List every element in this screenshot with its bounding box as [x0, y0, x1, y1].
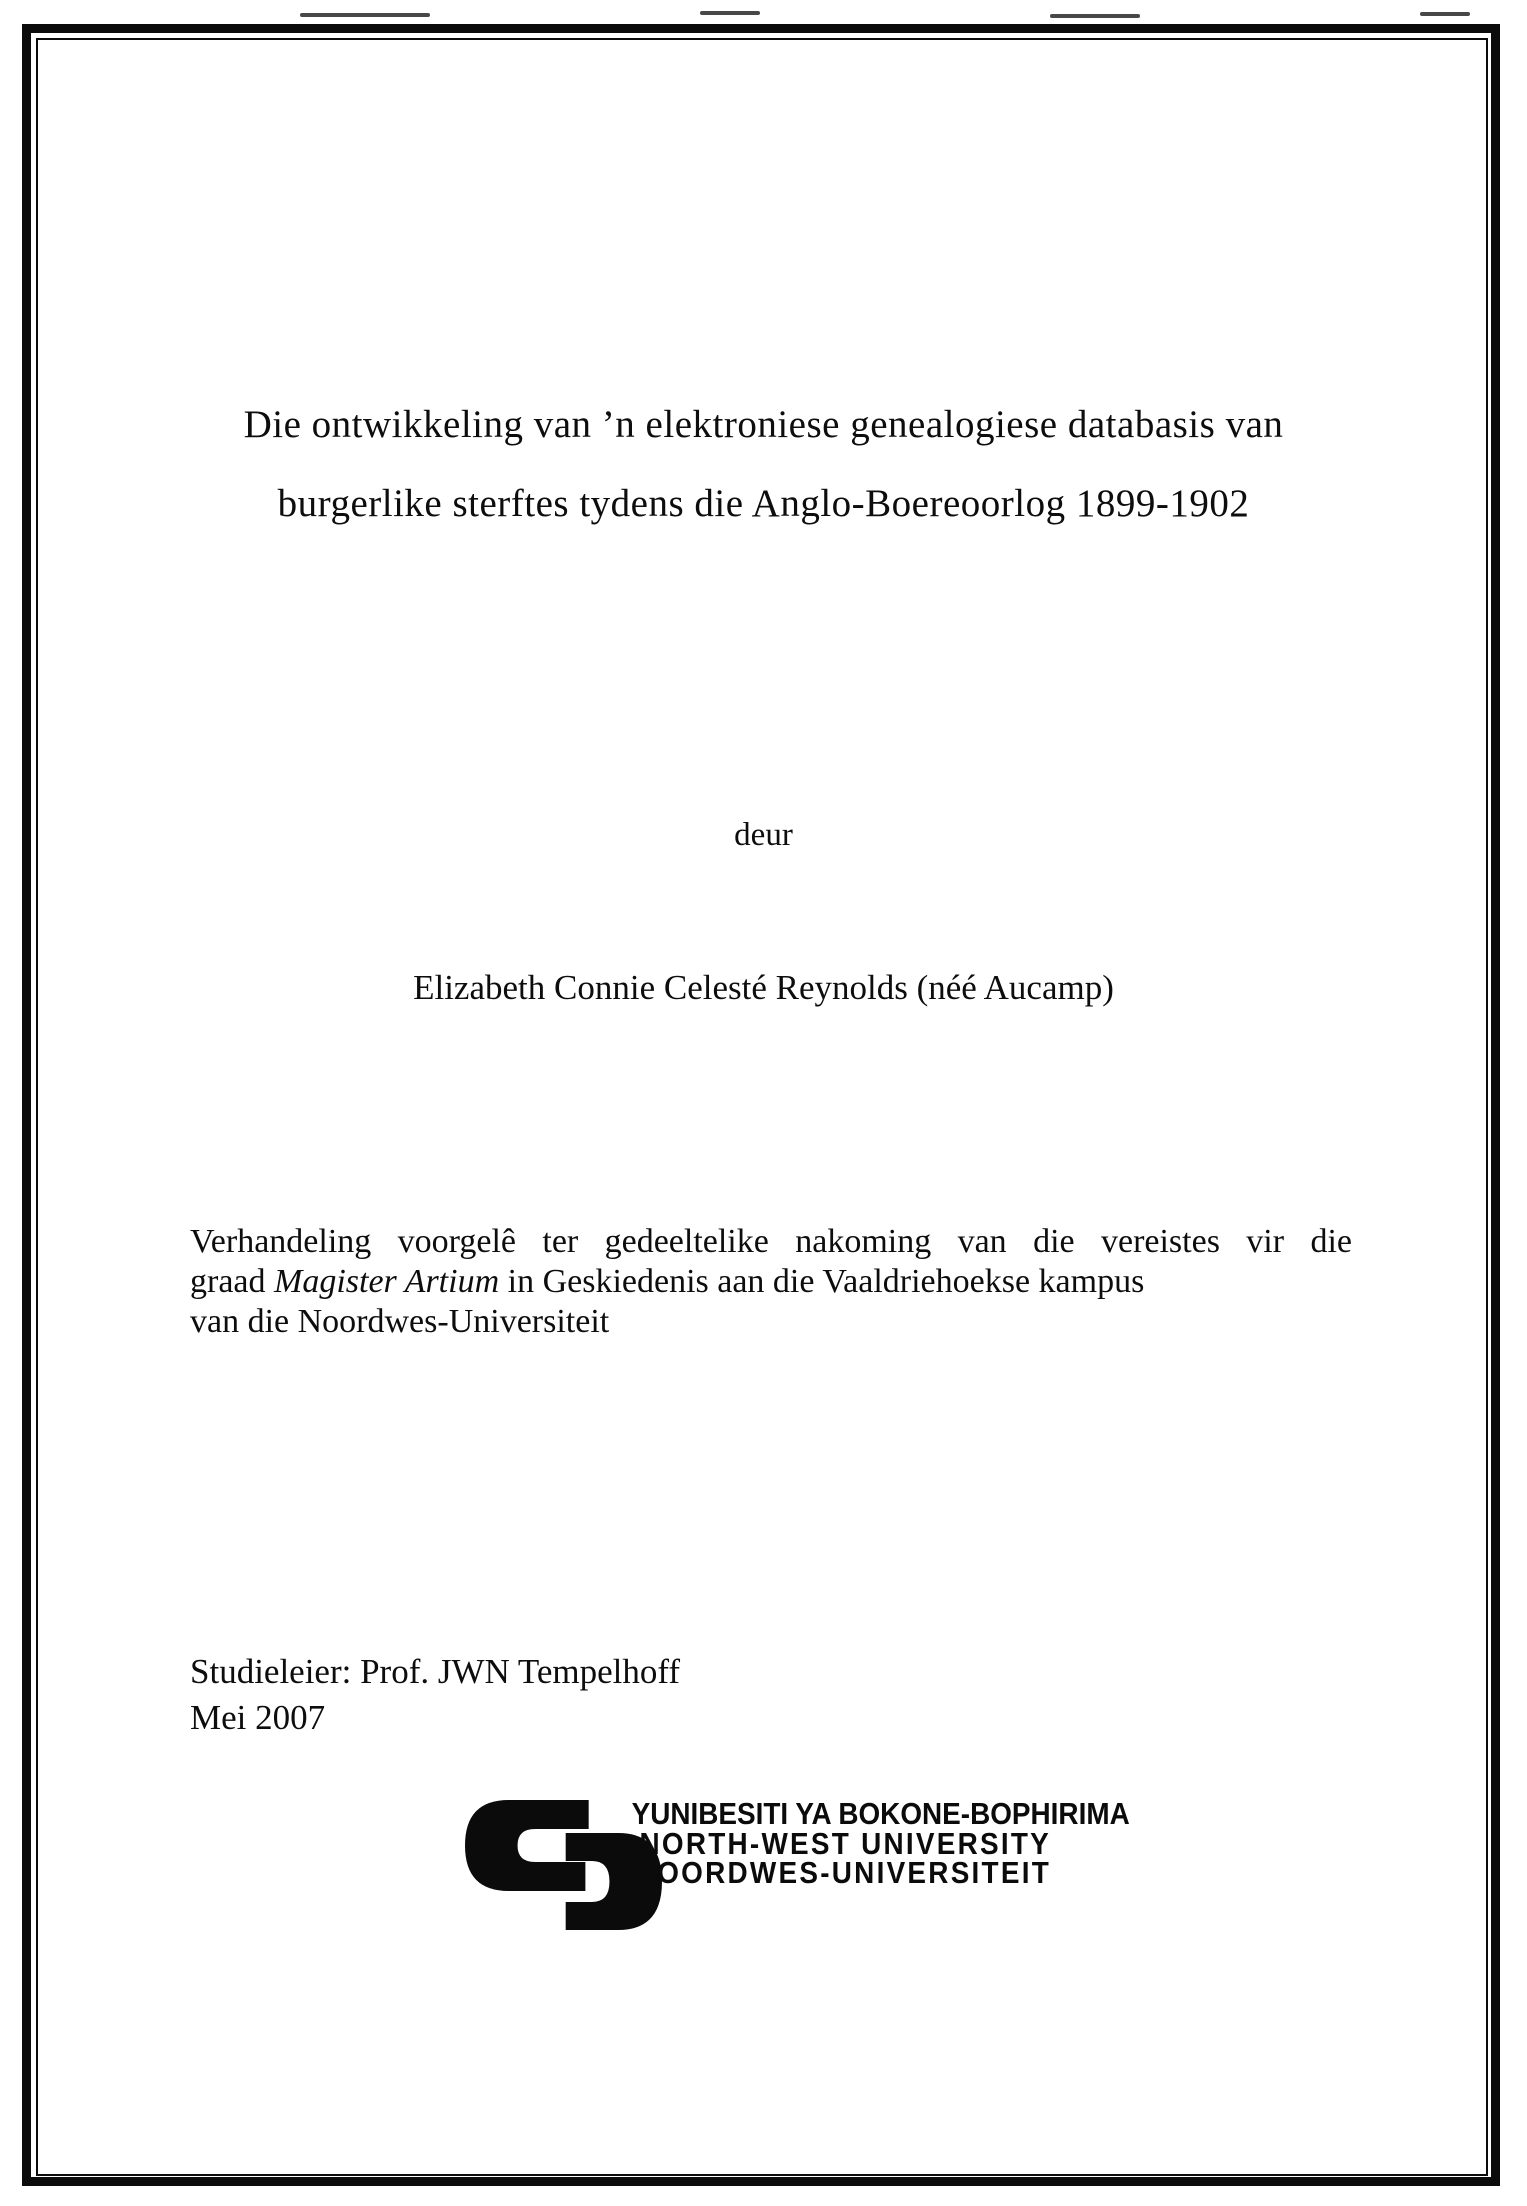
logo-line-setswana: YUNIBESITI YA BOKONE-BOPHIRIMA — [631, 1796, 1130, 1831]
degree-statement-line3: van die Noordwes-Universiteit — [190, 1303, 610, 1340]
scan-artifact — [300, 13, 430, 17]
date-line: Mei 2007 — [190, 1698, 326, 1737]
supervisor-line: Studieleier: Prof. JWN Tempelhoff — [190, 1652, 681, 1691]
degree-statement-line1: Verhandeling voorgelê ter gedeeltelike nakoming van die vereistes vir die — [190, 1223, 1352, 1260]
scan-artifact — [1050, 14, 1140, 18]
degree-name-italic: Magister Artium — [274, 1263, 500, 1300]
logo-line-afrikaans: NOORDWES-UNIVERSITEIT — [634, 1855, 1051, 1890]
thesis-title-line1: Die ontwikkeling van ’n elektroniese genealogiese databasis van — [243, 403, 1284, 446]
author-name: Elizabeth Connie Celesté Reynolds (néé Aucamp) — [413, 968, 1114, 1007]
degree-statement-line2-prefix: graad — [190, 1263, 275, 1300]
thesis-title-line2: burgerlike sterftes tydens die Anglo-Boereoorlog 1899-1902 — [277, 482, 1250, 525]
scan-artifact — [1420, 12, 1470, 16]
degree-statement-line2-suffix: in Geskiedenis aan die Vaaldriehoekse kampus — [499, 1263, 1145, 1300]
degree-statement — [190, 1222, 1352, 1342]
scan-artifact — [700, 11, 760, 15]
byline-label: deur — [734, 817, 793, 853]
degree-statement-line2 — [190, 1262, 1352, 1302]
logo-line-english: NORTH-WEST UNIVERSITY — [639, 1825, 1051, 1861]
university-logo-text — [631, 1796, 1130, 1890]
